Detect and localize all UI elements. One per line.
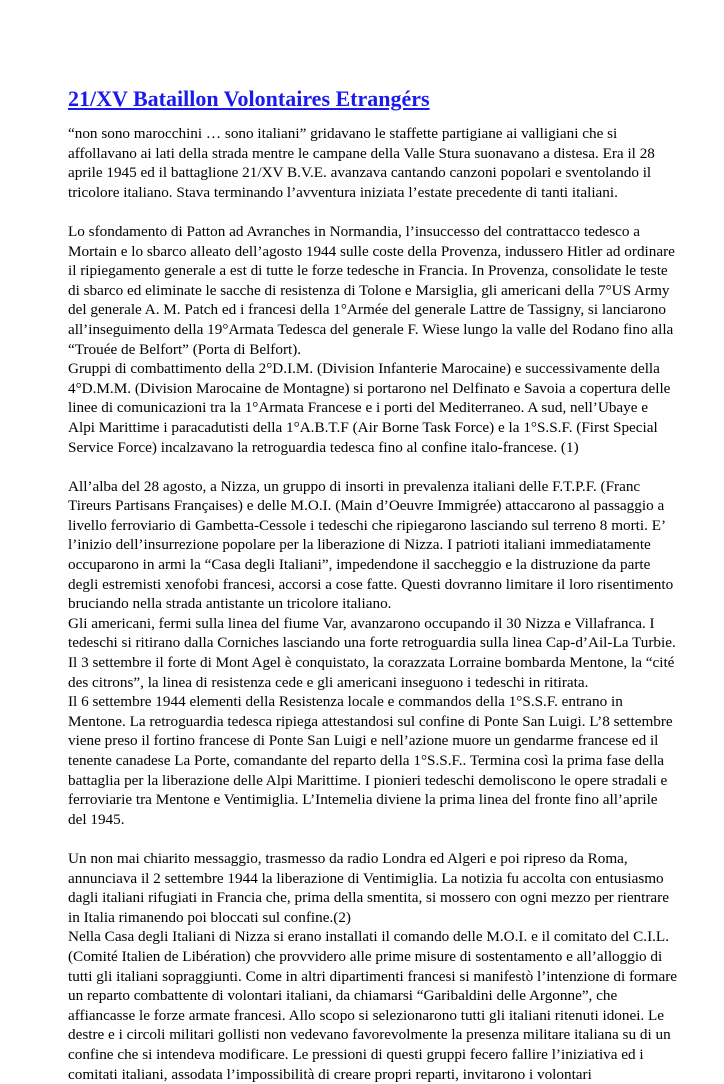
text-line: aprile 1945 ed il battaglione 21/XV B.V.E. avanzava cantando canzoni popolari e sventolando il [68,163,668,183]
document-title[interactable]: 21/XV Bataillon Volontaires Etrangérs [68,86,430,112]
text-line: l’inizio dell’insurrezione popolare per la liberazione di Nizza. I patrioti italiani immediatamente [68,535,668,555]
paragraph [68,849,668,1084]
paragraph-spacer [68,202,668,222]
paragraph [68,124,668,202]
text-line: tutti gli italiani sopraggiunti. Come in altri dipartimenti francesi si manifestò l’intenzione di formare [68,967,668,987]
paragraph [68,222,668,457]
text-line: di sbarco ed eliminate le sacche di resistenza di Tolone e Marsiglia, gli americani della 7°US Army [68,281,668,301]
text-line: linee di comunicazioni tra la 1°Armata Francese e i porti del Mediterraneo. A sud, nell’Ubaye e [68,398,668,418]
text-line: in Italia rimanendo poi bloccati sul confine.(2) [68,908,668,928]
paragraph-spacer [68,829,668,849]
text-line: dagli italiani rifugiati in Francia che, prima della smentita, si mossero con ogni mezzo per rientrare [68,888,668,908]
text-line: Alpi Marittime i paracadutisti della 1°A.B.T.F (Air Borne Task Force) e la 1°S.S.F. (First Special [68,418,668,438]
text-line: annunciava il 2 settembre 1944 la liberazione di Ventimiglia. La notizia fu accolta con entusiasmo [68,869,668,889]
text-line: comitati italiani, assodata l’impossibilità di creare propri reparti, invitarono i volontari [68,1065,668,1084]
paragraph [68,477,668,830]
text-line: del generale A. M. Patch ed i francesi della 1°Armée del generale Lattre de Tassigny, si lanciarono [68,300,668,320]
text-line: Nella Casa degli Italiani di Nizza si erano installati il comando delle M.O.I. e il comitato del C.I.L. [68,927,668,947]
text-line: tricolore italiano. Stava terminando l’avventura iniziata l’estate precedente di tanti italiani. [68,183,668,203]
text-line: destre e i circoli militari gollisti non vedevano favorevolmente la presenza militare italiana su di un [68,1025,668,1045]
text-line: affiancasse le forze armate francesi. Allo scopo si selezionarono tutti gli italiani ritenuti idonei. Le [68,1006,668,1026]
text-line: ferroviarie tra Mentone e Ventimiglia. L’Intemelia diviene la prima linea del fronte fino all’aprile [68,790,668,810]
text-line: “non sono marocchini … sono italiani” gridavano le staffette partigiane ai valligiani che si [68,124,668,144]
text-line: viene preso il fortino francese di Ponte San Luigi e nell’azione muore un gendarme francese ed il [68,731,668,751]
text-line: il ripiegamento generale a est di tutte le forze tedesche in Francia. In Provenza, consolidate le teste [68,261,668,281]
text-line: Mortain e lo sbarco alleato dell’agosto 1944 sulle coste della Provenza, indussero Hitler ad ordinare [68,242,668,262]
text-line: degli estremisti xenofobi francesi, accorsi a cose fatte. Questi dovranno limitare il loro risentimento [68,575,668,595]
text-line: Un non mai chiarito messaggio, trasmesso da radio Londra ed Algeri e poi ripreso da Roma, [68,849,668,869]
text-line: des citrons”, la linea di resistenza cede e gli americani inseguono i tedeschi in ritirata. [68,673,668,693]
text-line: affollavano ai lati della strada mentre le campane della Valle Stura suonavano a distesa. Era il 28 [68,144,668,164]
text-line: Tireurs Partisans Françaises) e delle M.O.I. (Main d’Oeuvre Immigrée) attaccarono al passaggio a [68,496,668,516]
text-line: Il 6 settembre 1944 elementi della Resistenza locale e commandos della 1°S.S.F. entrano in [68,692,668,712]
paragraph-spacer [68,457,668,477]
text-line: Mentone. La retroguardia tedesca ripiega attestandosi sul confine di Ponte San Luigi. L’8 settembre [68,712,668,732]
text-line: (Comité Italien de Libération) che provvidero alle prime misure di sostentamento e all’alloggio di [68,947,668,967]
text-line: battaglia per la liberazione delle Alpi Marittime. I pionieri tedeschi demoliscono le opere stradali e [68,771,668,791]
text-line: All’alba del 28 agosto, a Nizza, un gruppo di insorti in prevalenza italiani delle F.T.P.F. (Franc [68,477,668,497]
text-line: Il 3 settembre il forte di Mont Agel è conquistato, la corazzata Lorraine bombarda Mentone, la “cité [68,653,668,673]
text-line: Service Force) incalzavano la retroguardia tedesca fino al confine italo-francese. (1) [68,438,668,458]
text-line: confine che si intendeva modificare. Le pressioni di questi gruppi fecero fallire l’iniziativa ed i [68,1045,668,1065]
text-line: tenente canadese La Porte, comandante del reparto della 1°S.S.F.. Termina così la prima fase della [68,751,668,771]
text-line: bruciando nella strada antistante un tricolore italiano. [68,594,668,614]
text-line: 4°D.M.M. (Division Marocaine de Montagne) si portarono nel Delfinato e Savoia a copertura delle [68,379,668,399]
text-line: Lo sfondamento di Patton ad Avranches in Normandia, l’insuccesso del contrattacco tedesco a [68,222,668,242]
text-line: livello ferroviario di Gambetta-Cessole i tedeschi che ripiegarono lasciando sul terreno 8 morti. E’ [68,516,668,536]
text-line: tedeschi si ritirano dalla Corniches lasciando una forte retroguardia sulla linea Cap-d’Ail-La Turbie. [68,633,668,653]
text-line: Gruppi di combattimento della 2°D.I.M. (Division Infanterie Marocaine) e successivamente della [68,359,668,379]
text-line: un reparto combattente di volontari italiani, da chiamarsi “Garibaldini delle Argonne”, che [68,986,668,1006]
text-line: occuparono in armi la “Casa degli Italiani”, impedendone il saccheggio e la distruzione da parte [68,555,668,575]
text-line: Gli americani, fermi sulla linea del fiume Var, avanzarono occupando il 30 Nizza e Villafranca. I [68,614,668,634]
document-body [68,124,668,1084]
text-line: del 1945. [68,810,668,830]
text-line: “Trouée de Belfort” (Porta di Belfort). [68,340,668,360]
text-line: all’inseguimento della 19°Armata Tedesca del generale F. Wiese lungo la valle del Rodano fino alla [68,320,668,340]
